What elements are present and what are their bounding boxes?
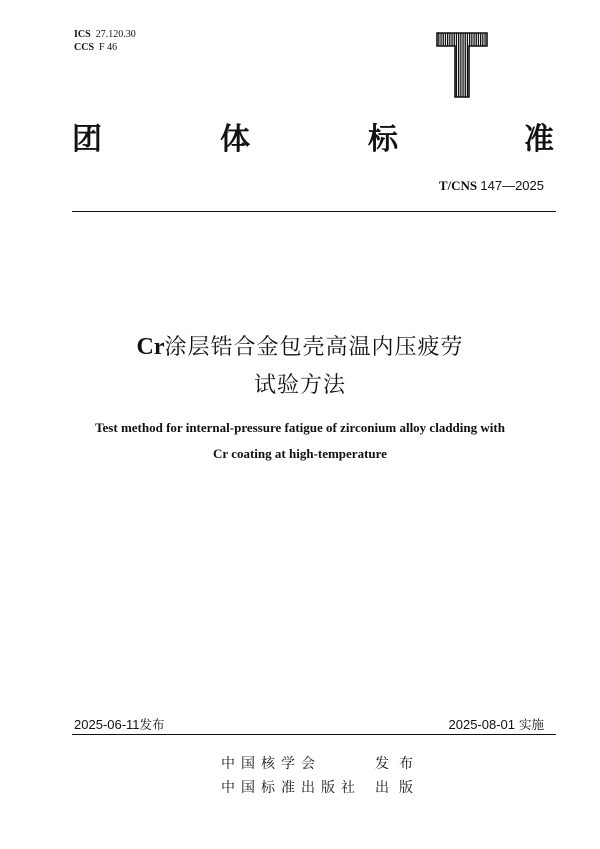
ccs-code: CCS F 46 [74,42,118,53]
publisher-action: 发布 [375,756,423,772]
category-char: 准 [524,122,554,157]
issue-date: 2025-06-11发布 [74,717,165,732]
implementation-date: 2025-08-01 实施 [448,717,544,732]
title-en-line2: Cr coating at high-temperature [213,446,387,461]
category-char: 体 [220,122,250,157]
category-char: 团 [72,122,102,157]
title-cn-line2: 试验方法 [253,373,346,398]
category-char: 标 [368,122,398,157]
bottom-divider [72,734,556,735]
document-category [72,120,556,160]
printer-org: 中国标准出版社 [221,780,361,796]
ics-code: ICS 27.120.30 [74,29,136,40]
standard-type-mark [436,32,488,98]
printer-action: 出版 [375,780,423,796]
publisher-org: 中国核学会 [221,756,321,772]
top-divider [72,211,556,212]
classification-codes [74,28,136,54]
title-cn-line1: Cr涂层锆合金包壳高温内压疲劳 [136,334,464,360]
title-en-line1: Test method for internal-pressure fatigue of zirconium alloy cladding with [95,420,505,435]
standard-number: T/CNS 147—2025 [438,178,544,193]
